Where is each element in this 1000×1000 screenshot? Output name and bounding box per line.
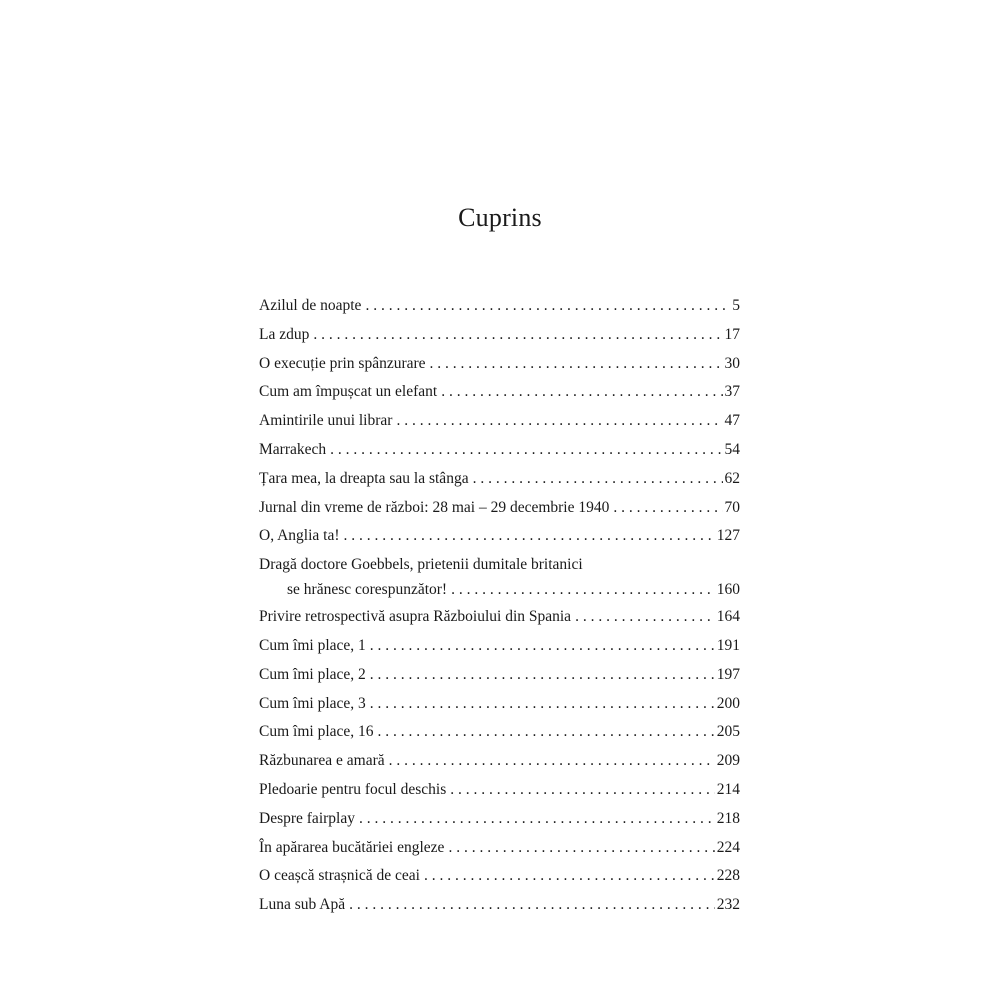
- toc-entry: [259, 321, 740, 350]
- toc-entry-title: Cum am împușcat un elefant: [259, 383, 438, 401]
- toc-entry: [259, 378, 740, 407]
- toc-page-number: 205: [716, 723, 740, 741]
- toc-entry-title: Dragă doctore Goebbels, prietenii dumitale britanici: [259, 556, 583, 574]
- toc-page-number: 197: [716, 665, 740, 683]
- toc-entry-title: Luna sub Apă: [259, 896, 346, 914]
- dot-leader: [473, 465, 723, 494]
- toc-entry: [259, 603, 740, 632]
- toc-entry-title: Marrakech: [259, 440, 327, 458]
- dot-leader: [575, 603, 715, 632]
- toc-entry-title: Cum îmi place, 16: [259, 723, 374, 741]
- toc-entry: [259, 407, 740, 436]
- toc-entry: [259, 553, 740, 577]
- dot-leader: [389, 747, 715, 776]
- toc-entry-title: Jurnal din vreme de război: 28 mai – 29 decembrie 1940: [259, 498, 610, 516]
- toc-page-number: 232: [716, 896, 740, 914]
- dot-leader: [370, 690, 715, 719]
- dot-leader: [370, 632, 715, 661]
- toc-entry: [259, 632, 740, 661]
- toc-page-number: 62: [724, 469, 740, 487]
- toc-page-number: 218: [716, 809, 740, 827]
- dot-leader: [448, 834, 714, 863]
- toc-page-number: 191: [716, 636, 740, 654]
- toc-entry: [259, 776, 740, 805]
- dot-leader: [450, 776, 715, 805]
- toc-page-number: 47: [724, 412, 740, 430]
- toc-page-number: 160: [716, 581, 740, 599]
- toc-entry: [259, 718, 740, 747]
- toc-page-number: 17: [724, 325, 740, 343]
- toc-entry-continuation: [259, 577, 740, 603]
- toc-entry-title: Răzbunarea e amară: [259, 752, 385, 770]
- toc-entry: [259, 292, 740, 321]
- toc-entry: [259, 350, 740, 379]
- toc-page-number: 164: [716, 608, 740, 626]
- toc-entry: [259, 747, 740, 776]
- table-of-contents: [259, 292, 740, 920]
- toc-entry-title: În apărarea bucătăriei engleze: [259, 838, 445, 856]
- toc-entry-title: Țara mea, la dreapta sau la stânga: [259, 469, 469, 487]
- toc-entry-title: O execuție prin spânzurare: [259, 354, 426, 372]
- toc-entry-title: O, Anglia ta!: [259, 527, 340, 545]
- dot-leader: [349, 891, 715, 920]
- dot-leader: [359, 805, 715, 834]
- toc-page-number: 228: [716, 867, 740, 885]
- toc-entry-title: Cum îmi place, 1: [259, 636, 366, 654]
- dot-leader: [451, 577, 715, 603]
- toc-entry-title: O ceașcă strașnică de ceai: [259, 867, 420, 885]
- toc-page-number: 30: [724, 354, 740, 372]
- toc-entry: [259, 436, 740, 465]
- toc-page-number: 5: [732, 297, 740, 314]
- dot-leader: [424, 862, 715, 891]
- dot-leader: [313, 321, 722, 350]
- toc-entry: [259, 522, 740, 551]
- dot-leader: [378, 718, 715, 747]
- toc-entry-title: Pledoarie pentru focul deschis: [259, 780, 447, 798]
- toc-entry-title: Privire retrospectivă asupra Războiului din Spania: [259, 608, 572, 626]
- toc-entry: [259, 891, 740, 920]
- dot-leader: [613, 494, 722, 523]
- toc-entry: [259, 805, 740, 834]
- toc-entry: [259, 465, 740, 494]
- dot-leader: [365, 292, 730, 321]
- toc-entry: [259, 862, 740, 891]
- dot-leader: [396, 407, 722, 436]
- toc-entry-title: Cum îmi place, 3: [259, 694, 366, 712]
- toc-entry-title: Azilul de noapte: [259, 297, 362, 314]
- dot-leader: [344, 522, 715, 551]
- dot-leader: [430, 350, 723, 379]
- toc-entry: [259, 494, 740, 523]
- toc-page-number: 127: [716, 527, 740, 545]
- toc-page-number: 54: [724, 440, 740, 458]
- toc-entry-title-continuation: se hrănesc corespunzător!: [287, 581, 448, 599]
- dot-leader: [370, 661, 715, 690]
- toc-entry-title: Despre fairplay: [259, 809, 355, 827]
- toc-entry: [259, 661, 740, 690]
- page-title: Cuprins: [458, 203, 542, 232]
- toc-page-number: 209: [716, 752, 740, 770]
- toc-page-number: 200: [716, 694, 740, 712]
- toc-page-number: 37: [724, 383, 740, 401]
- dot-leader: [441, 378, 722, 407]
- toc-entry-title: La zdup: [259, 325, 310, 343]
- toc-page-number: 70: [724, 498, 740, 516]
- toc-entry: [259, 690, 740, 719]
- toc-entry-title: Amintirile unui librar: [259, 412, 393, 430]
- toc-entry-title: Cum îmi place, 2: [259, 665, 366, 683]
- toc-page-number: 214: [716, 780, 740, 798]
- toc-page-number: 224: [716, 838, 740, 856]
- toc-entry: [259, 834, 740, 863]
- dot-leader: [330, 436, 722, 465]
